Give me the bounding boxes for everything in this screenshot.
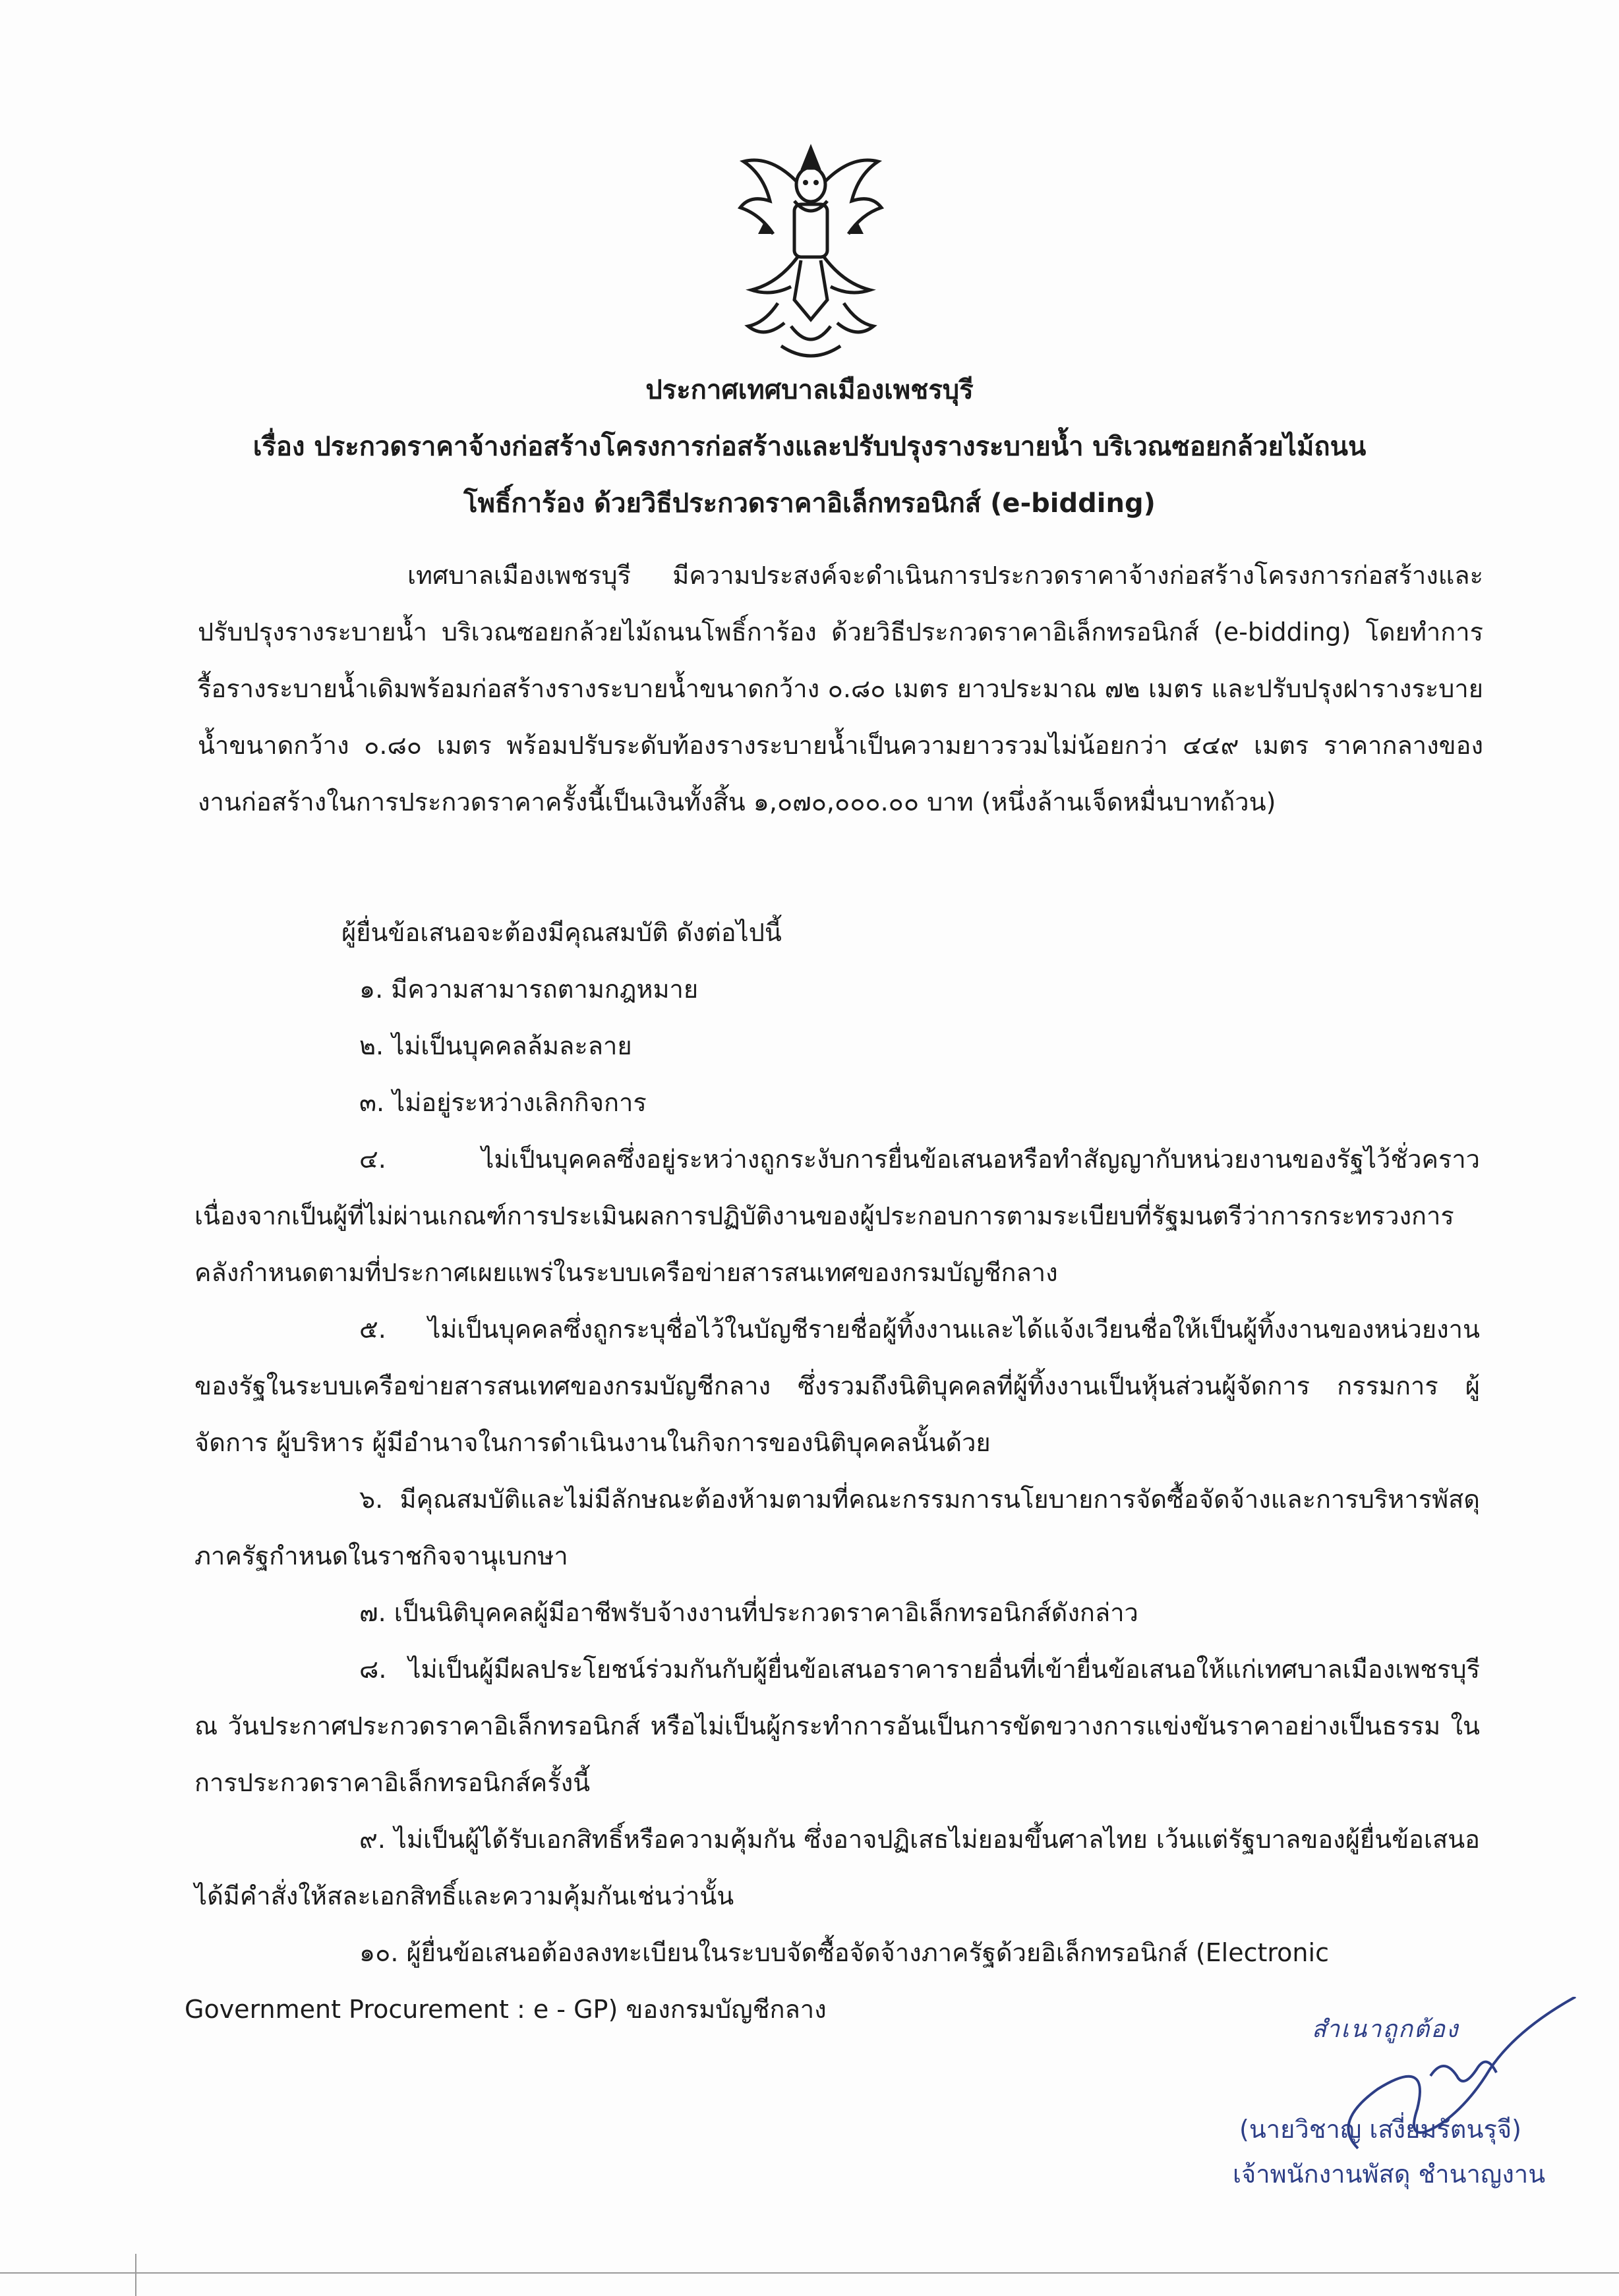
qualification-item-9: ๙. ไม่เป็นผู้ได้รับเอกสิทธิ์หรือความคุ้มกัน ซึ่งอาจปฏิเสธไม่ยอมขึ้นศาลไทย เว้นแต่รัฐบาลของผู้ยื่นข้อเสนอได้มีคำสั่งให้สละเอกสิทธิ์และความคุ้มกันเช่นว่านั้น bbox=[194, 1825, 1480, 1910]
signatory-position: เจ้าพนักงานพัสดุ ชำนาญงาน bbox=[1233, 2160, 1546, 2189]
qualification-item-6: ๖. มีคุณสมบัติและไม่มีลักษณะต้องห้ามตามที่คณะกรรมการนโยบายการจัดซื้อจัดจ้างและการบริหารพัสดุภาครัฐกำหนดในราชกิจจานุเบกษา bbox=[194, 1485, 1480, 1570]
scan-edge-line bbox=[0, 2272, 1619, 2274]
intro-paragraph: เทศบาลเมืองเพชรบุรี มีความประสงค์จะดำเนินการประกวดราคาจ้างก่อสร้างโครงการก่อสร้างและปรับปรุงรางระบายน้ำ บริเวณซอยกล้วยไม้ถนนโพธิ์การ้อง ด้วยวิธีประกวดราคาอิเล็กทรอนิกส์ (e-bidding) โดยทำการรื้อรางระบายน้ำเดิมพร้อมก่อสร้างรางระบายน้ำขนาดกว้าง ๐.๘๐ เมตร ยาวประมาณ ๗๒ เมตร และปรับปรุงฝารางระบายน้ำขนาดกว้าง ๐.๘๐ เมตร พร้อมปรับระดับท้องรางระบายน้ำเป็นความยาวรวมไม่น้อยกว่า ๔๔๙ เมตร ราคากลางของงานก่อสร้างในการประกวดราคาครั้งนี้เป็นเงินทั้งสิ้น ๑,๐๗๐,๐๐๐.๐๐ บาท (หนึ่งล้านเจ็ดหมื่นบาทถ้วน) bbox=[198, 561, 1483, 817]
certified-copy-stamp: สำเนาถูกต้อง bbox=[1312, 2016, 1459, 2043]
qualification-item-10-line-1: ๑๐. ผู้ยื่นข้อเสนอต้องลงทะเบียนในระบบจัดซื้อจัดจ้างภาครัฐด้วยอิเล็กทรอนิกส์ (Electronic bbox=[359, 1938, 1329, 1967]
qualification-item-2: ๒. ไม่เป็นบุคคลล้มละลาย bbox=[359, 1031, 632, 1060]
scan-edge-tick bbox=[135, 2254, 136, 2296]
qualification-item-4: ๔. ไม่เป็นบุคคลซึ่งอยู่ระหว่างถูกระงับการยื่นข้อเสนอหรือทำสัญญากับหน่วยงานของรัฐไว้ชั่วคราว เนื่องจากเป็นผู้ที่ไม่ผ่านเกณฑ์การประเมินผลการปฏิบัติงานของผู้ประกอบการตามระเบียบที่รัฐมนตรีว่าการกระทรวงการคลังกำหนดตามที่ประกาศเผยแพร่ในระบบเครือข่ายสารสนเทศของกรมบัญชีกลาง bbox=[194, 1145, 1480, 1287]
qualification-item-5: ๕. ไม่เป็นบุคคลซึ่งถูกระบุชื่อไว้ในบัญชีรายชื่อผู้ทิ้งงานและได้แจ้งเวียนชื่อให้เป็นผู้ทิ้งงานของหน่วยงานของรัฐในระบบเครือข่ายสารสนเทศของกรมบัญชีกลาง ซึ่งรวมถึงนิติบุคคลที่ผู้ทิ้งงานเป็นหุ้นส่วนผู้จัดการ กรรมการ ผู้จัดการ ผู้บริหาร ผู้มีอำนาจในการดำเนินงานในกิจการของนิติบุคคลนั้นด้วย bbox=[194, 1315, 1480, 1457]
qualifications-heading: ผู้ยื่นข้อเสนอจะต้องมีคุณสมบัติ ดังต่อไปนี้ bbox=[341, 918, 782, 947]
garuda-emblem-icon bbox=[732, 135, 890, 366]
signatory-name: (นายวิชาญ เสงี่ยมรัตนรุจี) bbox=[1239, 2115, 1521, 2144]
qualification-item-10-line-2: Government Procurement : e - GP) ของกรมบัญชีกลาง bbox=[185, 1995, 827, 2024]
qualification-item-7: ๗. เป็นนิติบุคคลผู้มีอาชีพรับจ้างงานที่ประกวดราคาอิเล็กทรอนิกส์ดังกล่าว bbox=[359, 1598, 1138, 1627]
qualification-item-3: ๓. ไม่อยู่ระหว่างเลิกกิจการ bbox=[359, 1088, 647, 1117]
announcement-title: ประกาศเทศบาลเมืองเพชรบุรี bbox=[645, 375, 974, 405]
qualification-item-8: ๘. ไม่เป็นผู้มีผลประโยชน์ร่วมกันกับผู้ยื่นข้อเสนอราคารายอื่นที่เข้ายื่นข้อเสนอให้แก่เทศบาลเมืองเพชรบุรี ณ วันประกาศประกวดราคาอิเล็กทรอนิกส์ หรือไม่เป็นผู้กระทำการอันเป็นการขัดขวางการแข่งขันราคาอย่างเป็นธรรม ในการประกวดราคาอิเล็กทรอนิกส์ครั้งนี้ bbox=[194, 1655, 1480, 1797]
subject-line-2: โพธิ์การ้อง ด้วยวิธีประกวดราคาอิเล็กทรอนิกส์ (e-bidding) bbox=[463, 488, 1156, 519]
subject-line-1: เรื่อง ประกวดราคาจ้างก่อสร้างโครงการก่อสร้างและปรับปรุงรางระบายน้ำ บริเวณซอยกล้วยไม้ถนน bbox=[252, 432, 1367, 462]
qualification-item-1: ๑. มีความสามารถตามกฎหมาย bbox=[359, 975, 699, 1004]
